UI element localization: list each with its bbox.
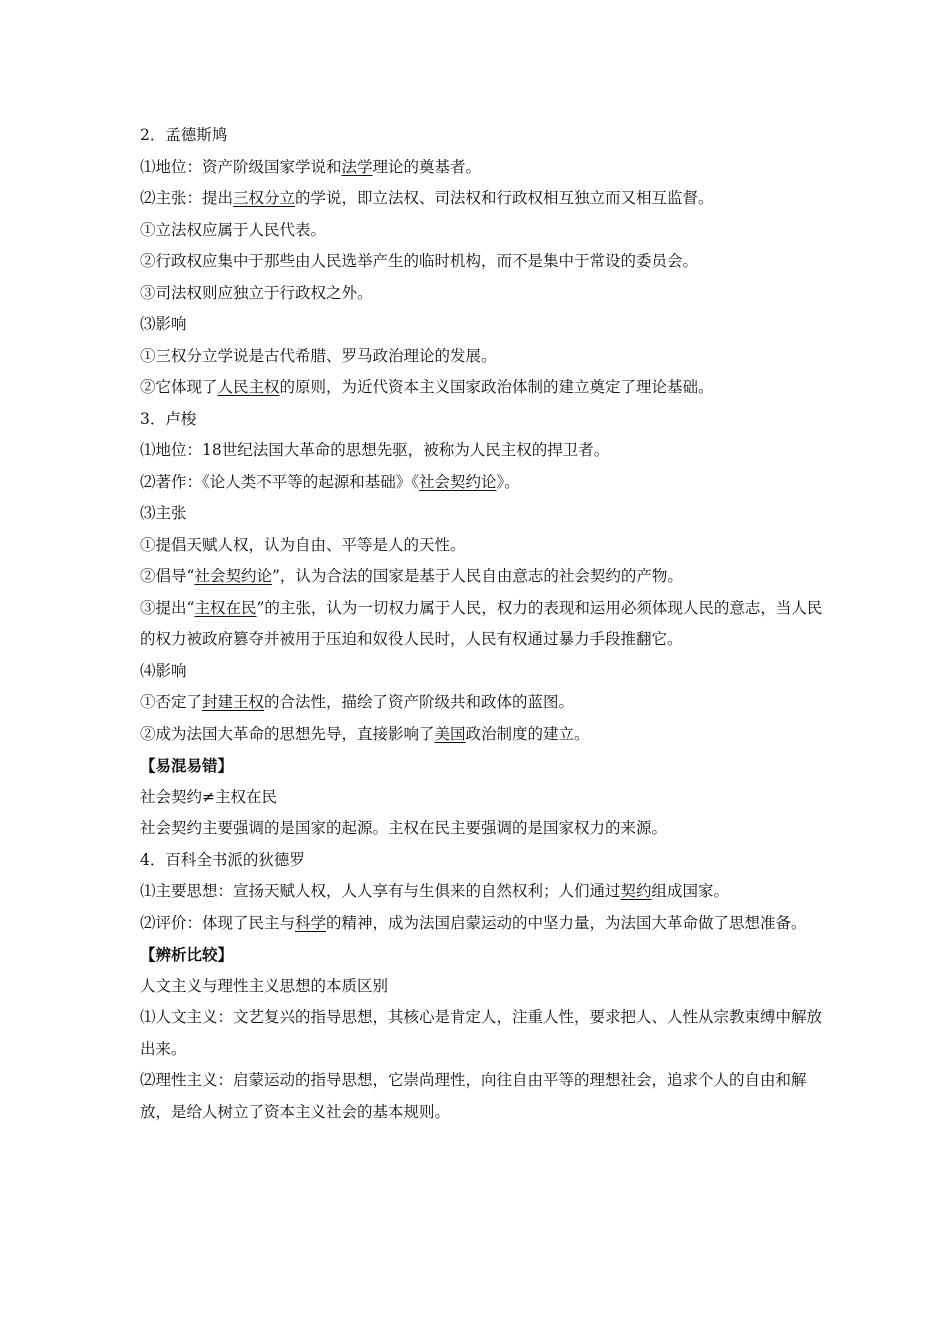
text-line	[140, 183, 830, 215]
text-run: ”的主张，认为一切权力属于人民，权力的表现和运用必须体现人民的意志，当人民的权力被政府篡夺并被用于压迫和奴役人民时，人民有权通过暴力手段推翻它。	[140, 598, 823, 648]
text-run: ⑶影响	[140, 315, 187, 333]
text-run: 社会契约主要强调的是国家的起源。主权在民主要强调的是国家权力的来源。	[140, 819, 668, 837]
text-run: ③提出“	[140, 598, 195, 617]
text-line	[140, 372, 830, 404]
text-run: 【辨析比较】	[140, 945, 234, 964]
text-line	[140, 656, 830, 688]
text-run: 组成国家。	[651, 882, 730, 900]
text-line	[140, 1002, 830, 1065]
text-line	[140, 120, 830, 152]
text-line	[140, 813, 830, 845]
text-run: ⑵主张：提出	[140, 189, 234, 207]
text-run: 社会契约≠主权在民	[140, 787, 277, 806]
text-line	[140, 246, 830, 278]
text-run: 》。	[496, 472, 520, 491]
text-run: 的学说，即立法权、司法权和行政权相互独立而又相互监督。	[295, 189, 714, 207]
text-run: ⑴地位：资产阶级国家学说和	[140, 157, 342, 176]
text-line	[140, 341, 830, 373]
text-run: ②倡导“	[140, 567, 195, 585]
text-line	[140, 1065, 830, 1128]
text-run: ⑷影响	[140, 661, 187, 680]
text-run: 人文主义与理性主义思想的本质区别	[140, 976, 389, 995]
text-line	[140, 498, 830, 530]
text-line	[140, 152, 830, 184]
underlined-term: 科学	[295, 913, 327, 932]
underlined-term: 美国	[434, 724, 466, 743]
text-line	[140, 971, 830, 1003]
text-run: ⑶主张	[140, 504, 187, 522]
text-line	[140, 278, 830, 310]
text-run: ②成为法国大革命的思想先导，直接影响了	[140, 724, 435, 743]
text-line	[140, 404, 830, 436]
text-run: 政治制度的建立。	[465, 724, 590, 743]
text-run: ⑴主要思想：宣扬天赋人权，人人享有与生俱来的自然权利；人们通过	[140, 882, 621, 900]
text-line	[140, 530, 830, 562]
underlined-term: 三权分立	[233, 189, 296, 207]
text-run: ①提倡天赋人权，认为自由、平等是人的天性。	[140, 535, 466, 554]
text-line	[140, 435, 830, 467]
text-run: ⑴人文主义：文艺复兴的指导思想，其核心是肯定人，注重人性，要求把人、人性从宗教束缚中解放出来。	[140, 1008, 823, 1058]
text-run: ②它体现了	[140, 378, 218, 396]
underlined-term: 社会契约论	[194, 567, 272, 585]
text-run: 【易混易错】	[140, 756, 234, 775]
text-run: 2．孟德斯鸠	[140, 126, 228, 144]
text-run: ⑵理性主义：启蒙运动的指导思想，它崇尚理性，向往自由平等的理想社会，追求个人的自由和解放，是给人树立了资本主义社会的基本规则。	[140, 1071, 807, 1121]
section-heading	[140, 939, 830, 971]
underlined-term: 法学	[341, 157, 373, 176]
text-run: ”，认为合法的国家是基于人民自由意志的社会契约的产物。	[271, 567, 683, 585]
underlined-term: 契约	[620, 882, 652, 900]
text-run: ①三权分立学说是古代希腊、罗马政治理论的发展。	[140, 346, 497, 365]
underlined-term: 社会契约论	[419, 472, 497, 491]
text-line	[140, 215, 830, 247]
text-line	[140, 845, 830, 877]
text-run: ⑴地位：18世纪法国大革命的思想先驱，被称为人民主权的捍卫者。	[140, 441, 610, 459]
text-run: ②行政权应集中于那些由人民选举产生的临时机构，而不是集中于常设的委员会。	[140, 252, 699, 270]
text-line	[140, 561, 830, 593]
section-heading	[140, 750, 830, 782]
text-run: ⑵著作：《论人类不平等的起源和基础》《	[140, 472, 420, 491]
text-run: 理论的奠基者。	[372, 157, 482, 176]
text-run: 4．百科全书派的狄德罗	[140, 850, 305, 869]
underlined-term: 主权在民	[194, 598, 257, 617]
text-line	[140, 309, 830, 341]
text-line	[140, 467, 830, 499]
text-run: 的合法性，描绘了资产阶级共和政体的蓝图。	[264, 693, 575, 711]
text-line	[140, 719, 830, 751]
text-run: ①立法权应属于人民代表。	[140, 220, 327, 239]
text-run: ③司法权则应独立于行政权之外。	[140, 283, 373, 302]
document-body	[140, 120, 830, 1128]
text-run: ⑵评价：体现了民主与	[140, 913, 296, 932]
text-line	[140, 876, 830, 908]
text-line	[140, 593, 830, 656]
text-line	[140, 687, 830, 719]
text-line	[140, 782, 830, 814]
underlined-term: 封建王权	[202, 693, 265, 711]
text-run: 的原则，为近代资本主义国家政治体制的建立奠定了理论基础。	[279, 378, 714, 396]
text-run: 3．卢梭	[140, 409, 197, 428]
text-run: ①否定了	[140, 693, 203, 711]
text-line	[140, 908, 830, 940]
underlined-term: 人民主权	[217, 378, 280, 396]
text-run: 的精神，成为法国启蒙运动的中坚力量，为法国大革命做了思想准备。	[326, 913, 807, 932]
